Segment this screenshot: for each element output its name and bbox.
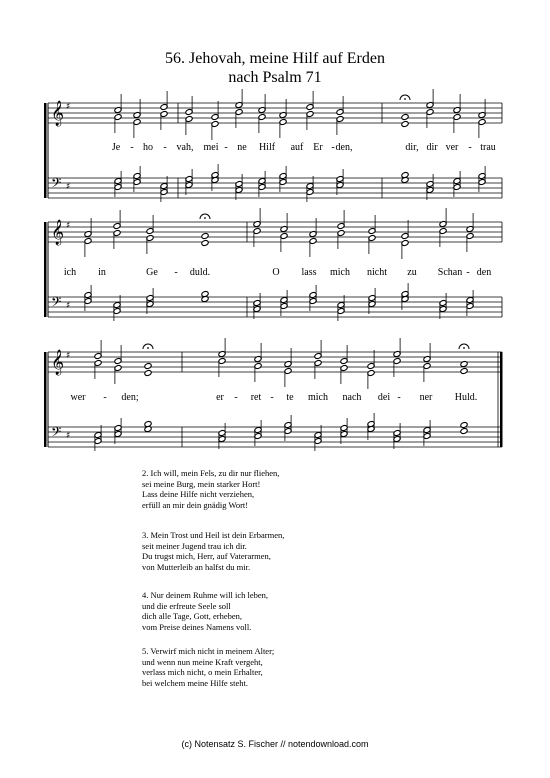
- lyric-syllable: Je: [111, 142, 121, 153]
- lyric-syllable: Schan: [437, 267, 463, 278]
- whole-note: [144, 363, 152, 370]
- lyric-syllable: dir: [426, 142, 438, 153]
- hymn-title: 56. Jehovah, meine Hilf auf Erden: [165, 50, 385, 67]
- stanza-line: sei meine Burg, mein starker Hort!: [142, 478, 261, 489]
- bass-clef-icon: 𝄢: [51, 175, 62, 194]
- stanza-line: vom Preise deines Namens voll.: [142, 621, 252, 632]
- stanza-line: 5. Verwirf mich nicht in meinem Alter;: [142, 646, 275, 656]
- lyric-syllable: -: [397, 392, 401, 403]
- treble-clef-icon: 𝄞: [51, 350, 65, 375]
- lyric-syllable: den: [476, 267, 492, 278]
- lyric-syllable: ho: [143, 142, 153, 153]
- hymn-subtitle: nach Psalm 71: [228, 69, 322, 86]
- lyric-syllable: auf: [290, 142, 304, 153]
- lyric-syllable: nach: [342, 392, 362, 403]
- stanza-5: [142, 646, 442, 688]
- fermata-dot: [147, 347, 149, 349]
- system-bracket: [44, 222, 47, 317]
- lyric-syllable: Hilf: [258, 142, 276, 153]
- lyric-syllable: ver: [445, 142, 459, 153]
- lyric-syllable: -: [466, 267, 470, 278]
- lyric-syllable: Huld.: [454, 392, 478, 403]
- lyric-syllable: Er: [313, 142, 323, 153]
- treble-clef-icon: 𝄞: [51, 101, 65, 126]
- whole-note: [144, 370, 152, 377]
- stanza-line: 3. Mein Trost und Heil ist dein Erbarmen,: [142, 530, 285, 540]
- system-bracket: [44, 352, 47, 447]
- stanza-line: 2. Ich will, mein Fels, zu dir nur fliehen,: [142, 468, 280, 478]
- final-bar-thick: [500, 352, 503, 447]
- fermata-dot: [204, 217, 206, 219]
- stanza-line: Lass deine Hilfe nicht verziehen,: [142, 489, 255, 500]
- lyric-syllable: lass: [301, 267, 317, 278]
- lyric-syllable: -: [130, 142, 134, 153]
- lyric-syllable: zu: [407, 267, 417, 278]
- lyric-syllable: er: [216, 392, 224, 403]
- sharp-key-signature: ♯: [66, 221, 71, 231]
- whole-note: [201, 233, 209, 240]
- lyric-syllable: -: [224, 142, 228, 153]
- lyric-syllable: den,: [335, 142, 353, 153]
- lyric-syllable: duld.: [189, 267, 211, 278]
- treble-clef-icon: 𝄞: [51, 220, 65, 245]
- lyric-syllable: O: [272, 267, 280, 278]
- bass-clef-icon: 𝄢: [51, 294, 62, 313]
- stanza-2: [142, 468, 442, 510]
- fermata-dot: [404, 98, 406, 100]
- copyright-footer: (c) Notensatz S. Fischer // notendownload.com: [181, 739, 369, 749]
- stanza-line: von Mutterleib an halfst du mir.: [142, 561, 251, 572]
- sharp-key-signature: ♯: [66, 431, 71, 441]
- stanza-line: und wenn nun meine Kraft vergeht,: [142, 656, 263, 667]
- lyric-syllable: -: [234, 392, 238, 403]
- sharp-key-signature: ♯: [66, 182, 71, 192]
- lyric-syllable: ret: [250, 392, 262, 403]
- lyric-syllable: den;: [121, 392, 139, 403]
- stanza-line: 4. Nur deinem Ruhme will ich leben,: [142, 590, 269, 600]
- stanza-4: [142, 590, 442, 632]
- lyric-syllable: -: [103, 392, 107, 403]
- lyric-syllable: -: [468, 142, 472, 153]
- stanza-line: erfüll an mir dein gnädig Wort!: [142, 499, 249, 510]
- lyric-syllable: dei: [377, 392, 391, 403]
- whole-note: [460, 428, 468, 435]
- whole-note: [201, 240, 209, 247]
- lyric-syllable: in: [98, 267, 106, 278]
- stanza-line: seit meiner Jugend trau ich dir.: [142, 540, 247, 551]
- lyric-syllable: Ge: [146, 267, 158, 278]
- lyric-syllable: -: [163, 142, 167, 153]
- system-bracket: [44, 103, 47, 198]
- whole-note: [401, 114, 409, 121]
- sharp-key-signature: ♯: [66, 351, 71, 361]
- lyric-syllable: trau: [480, 142, 496, 153]
- stanza-line: verlass mich nicht, o mein Erhalter,: [142, 667, 263, 678]
- stanza-line: dich alle Tage, Gott, erheben,: [142, 611, 243, 622]
- lyric-syllable: mich: [308, 392, 328, 403]
- stanza-line: bei welchem meine Hilfe steht.: [142, 677, 248, 688]
- sharp-key-signature: ♯: [66, 301, 71, 311]
- lyric-syllable: -: [331, 142, 335, 153]
- lyric-syllable: ich: [63, 267, 77, 278]
- lyric-syllable: vah,: [176, 142, 194, 153]
- whole-note: [401, 121, 409, 128]
- lyric-syllable: -: [174, 267, 178, 278]
- stanza-line: Du trugst mich, Herr, auf Vaterarmen,: [142, 551, 271, 562]
- sharp-key-signature: ♯: [66, 102, 71, 112]
- lyric-syllable: wer: [70, 392, 86, 403]
- stanza-line: und die erfreute Seele soll: [142, 600, 231, 611]
- fermata-dot: [463, 347, 465, 349]
- lyric-syllable: ne: [237, 142, 247, 153]
- lyric-syllable: mich: [330, 267, 350, 278]
- lyric-syllable: nicht: [367, 267, 387, 278]
- whole-note: [460, 368, 468, 375]
- lyric-syllable: mei: [203, 142, 219, 153]
- lyric-syllable: dir,: [405, 142, 419, 153]
- lyric-syllable: -: [270, 392, 274, 403]
- whole-note: [460, 422, 468, 429]
- lyric-syllable: te: [286, 392, 294, 403]
- stanza-3: [142, 530, 442, 572]
- whole-note: [460, 361, 468, 368]
- bass-clef-icon: 𝄢: [51, 424, 62, 443]
- lyric-syllable: ner: [419, 392, 433, 403]
